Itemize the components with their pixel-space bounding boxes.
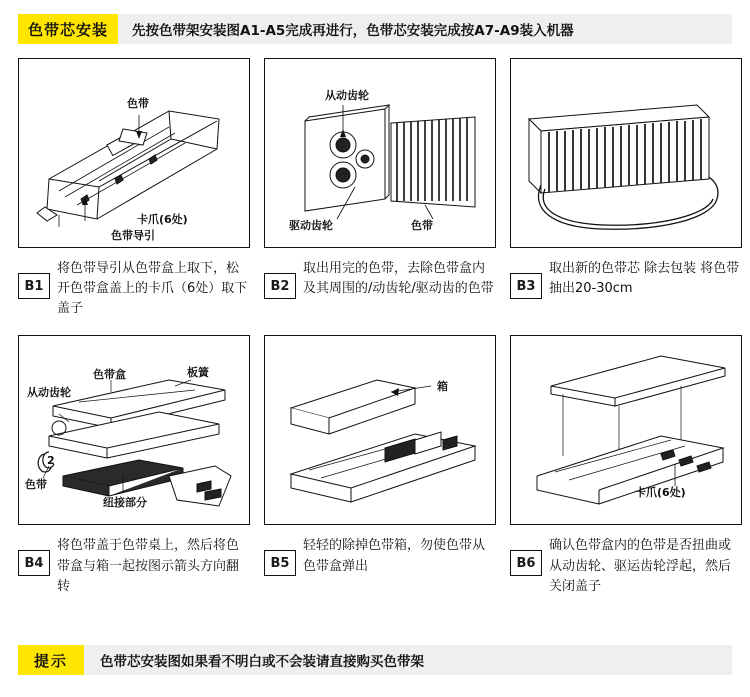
header-text: 先按色带架安装图A1-A5完成再进行，色带芯安装完成按A7-A9装入机器: [132, 23, 574, 39]
caption-text-b4: 将色带盖于色带桌上，然后将色带盒与箱一起按图示箭头方向翻转: [57, 538, 240, 594]
label-driven-gear-b4: 从动齿轮: [27, 386, 71, 400]
caption-text-b1: 将色带导引从色带盒上取下，松开色带盒盖上的卡爪（6处）取下盖子: [57, 261, 248, 317]
label-box-b5: 箱: [437, 380, 448, 394]
caption-b4: [18, 534, 250, 596]
step-cell-b6: [510, 335, 742, 596]
step-cell-b5: [264, 335, 496, 596]
caption-b5: [264, 534, 496, 596]
caption-text-b5: 轻轻的除掉色带箱，勿使色带从色带盒弹出: [303, 538, 486, 574]
header-tag: 色带芯安装: [18, 14, 118, 44]
step-cell-b1: [18, 58, 250, 319]
label-guide-b1: 色带导引: [111, 229, 155, 242]
caption-b2: [264, 257, 496, 319]
figure-check-and-close-cover: [510, 335, 742, 525]
footer-tip-banner: [18, 645, 732, 675]
caption-b6: [510, 534, 742, 596]
label-drive-gear-b2: 驱动齿轮: [289, 219, 333, 232]
step-badge-b6: B6: [510, 550, 542, 576]
footer-tip-tag: 提示: [18, 645, 84, 675]
caption-text-b6: 确认色带盒内的色带是否扭曲或从动齿轮、驱运齿轮浮起，然后关闭盖子: [549, 538, 732, 594]
label-ribbon-box-b4: 色带盒: [93, 368, 126, 382]
label-ribbon-b1: 色带: [127, 97, 149, 110]
drawing-b5: [265, 336, 495, 525]
label-ribbon-b2: 色带: [411, 219, 433, 232]
caption-text-b2: 取出用完的色带，去除色带盒内及其周围的/动齿轮/驱动齿的色带: [303, 261, 494, 297]
steps-grid: [18, 58, 740, 597]
label-joint-part-b4: 纽接部分: [103, 496, 147, 510]
step-cell-b4: [18, 335, 250, 596]
instruction-sheet: [0, 14, 750, 697]
label-ribbon-b4: 色带: [25, 478, 47, 492]
step-badge-b4: B4: [18, 550, 50, 576]
label-claw-b6: 卡爪(6处): [635, 486, 686, 500]
figure-gears-and-ribbon: [264, 58, 496, 248]
figure-ribbon-frame-with-guide: [18, 58, 250, 248]
caption-text-b3: 取出新的色带芯 除去包装 将色带抽出20-30cm: [549, 261, 740, 297]
figure-remove-ribbon-box: [264, 335, 496, 525]
step-cell-b2: [264, 58, 496, 319]
step-badge-b2: B2: [264, 273, 296, 299]
drawing-b3: [511, 59, 741, 248]
step-badge-b1: B1: [18, 273, 50, 299]
caption-b1: [18, 257, 250, 319]
drawing-b1: [19, 59, 249, 248]
label-leaf-spring-b4: 板簧: [187, 366, 209, 380]
label-number-2-b4: 2: [47, 454, 55, 468]
drawing-b6: [511, 336, 741, 525]
label-claw-b1: 卡爪(6处): [137, 213, 188, 226]
figure-exploded-cartridge: [18, 335, 250, 525]
step-badge-b3: B3: [510, 273, 542, 299]
header-banner: [18, 14, 732, 44]
step-cell-b3: [510, 58, 742, 319]
step-badge-b5: B5: [264, 550, 296, 576]
label-driven-gear-b2: 从动齿轮: [325, 89, 369, 102]
caption-b3: [510, 257, 742, 319]
footer-tip-text: 色带芯安装图如果看不明白或不会装请直接购买色带架: [100, 654, 425, 670]
figure-new-ribbon-core: [510, 58, 742, 248]
